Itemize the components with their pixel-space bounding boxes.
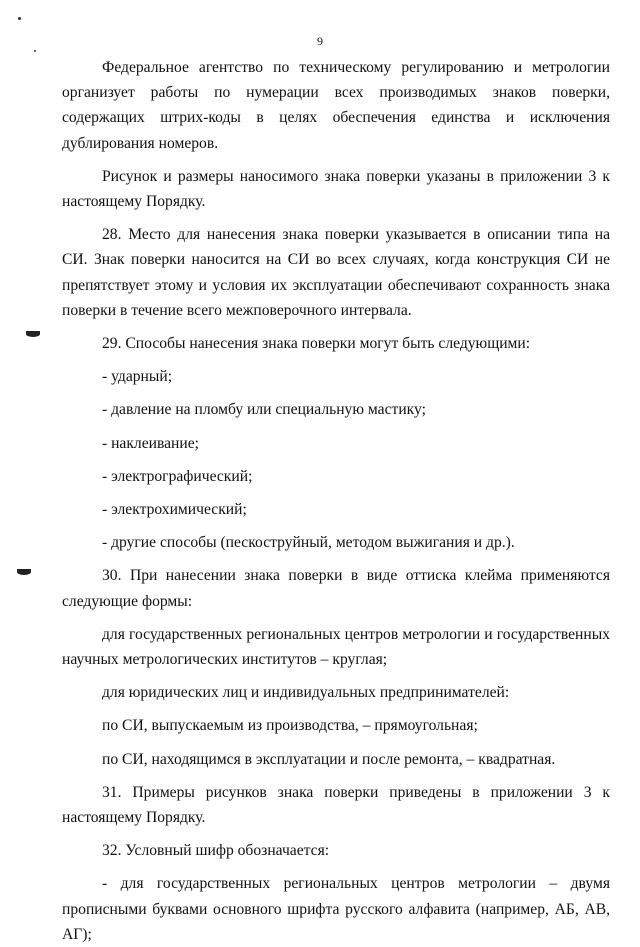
paragraph: 30. При нанесении знака поверки в виде оттиска клейма применяются следующие формы:	[62, 567, 610, 610]
paragraph: 29. Способы нанесения знака поверки могут быть следующими:	[102, 335, 531, 353]
paragraph: по СИ, находящимся в эксплуатации и после ремонта, – квадратная.	[102, 750, 556, 768]
list-item: - электрографический;	[102, 467, 253, 485]
paragraph: по СИ, выпускаемым из производства, – прямоугольная;	[102, 717, 478, 735]
document-body	[62, 55, 610, 947]
list-item: - другие способы (пескоструйный, методом выжигания и др.).	[102, 534, 515, 552]
paragraph: для юридических лиц и индивидуальных предпринимателей:	[102, 684, 510, 702]
scan-speck	[34, 50, 36, 52]
binder-hole-mark	[17, 569, 31, 575]
paragraph: 28. Место для нанесения знака поверки указывается в описании типа на СИ. Знак поверки наносится на СИ во всех случаях, когда конструкция СИ не препятствует этому и условия их эксплуатации обеспечивают сохранность знака поверки в течение всего межповерочного интервала.	[62, 226, 610, 319]
binder-hole-mark	[26, 331, 40, 337]
list-item: - ударный;	[102, 368, 173, 386]
list-item: - давление на пломбу или специальную мастику;	[102, 401, 426, 419]
list-item: - наклеивание;	[102, 434, 200, 452]
page-number: 9	[317, 34, 323, 48]
paragraph: 32. Условный шифр обозначается:	[102, 842, 330, 860]
scan-speck	[18, 17, 21, 20]
paragraph: для государственных региональных центров метрологии и государственных научных метрологических институтов – круглая;	[62, 625, 610, 669]
list-item: - для государственных региональных центров метрологии – двумя прописными буквами основного шрифта русского алфавита (например, АБ, АВ, АГ);	[62, 875, 610, 943]
list-item: - электрохимический;	[102, 501, 247, 519]
paragraph: Федеральное агентство по техническому регулированию и метрологии организует работы по нумерации всех производимых знаков поверки, содержащих штрих-коды в целях обеспечения единства и исключения дублирования номеров.	[62, 59, 610, 152]
paragraph: Рисунок и размеры наносимого знака поверки указаны в приложении 3 к настоящему Порядку.	[62, 167, 610, 211]
paragraph: 31. Примеры рисунков знака поверки приведены в приложении 3 к настоящему Порядку.	[62, 783, 610, 827]
